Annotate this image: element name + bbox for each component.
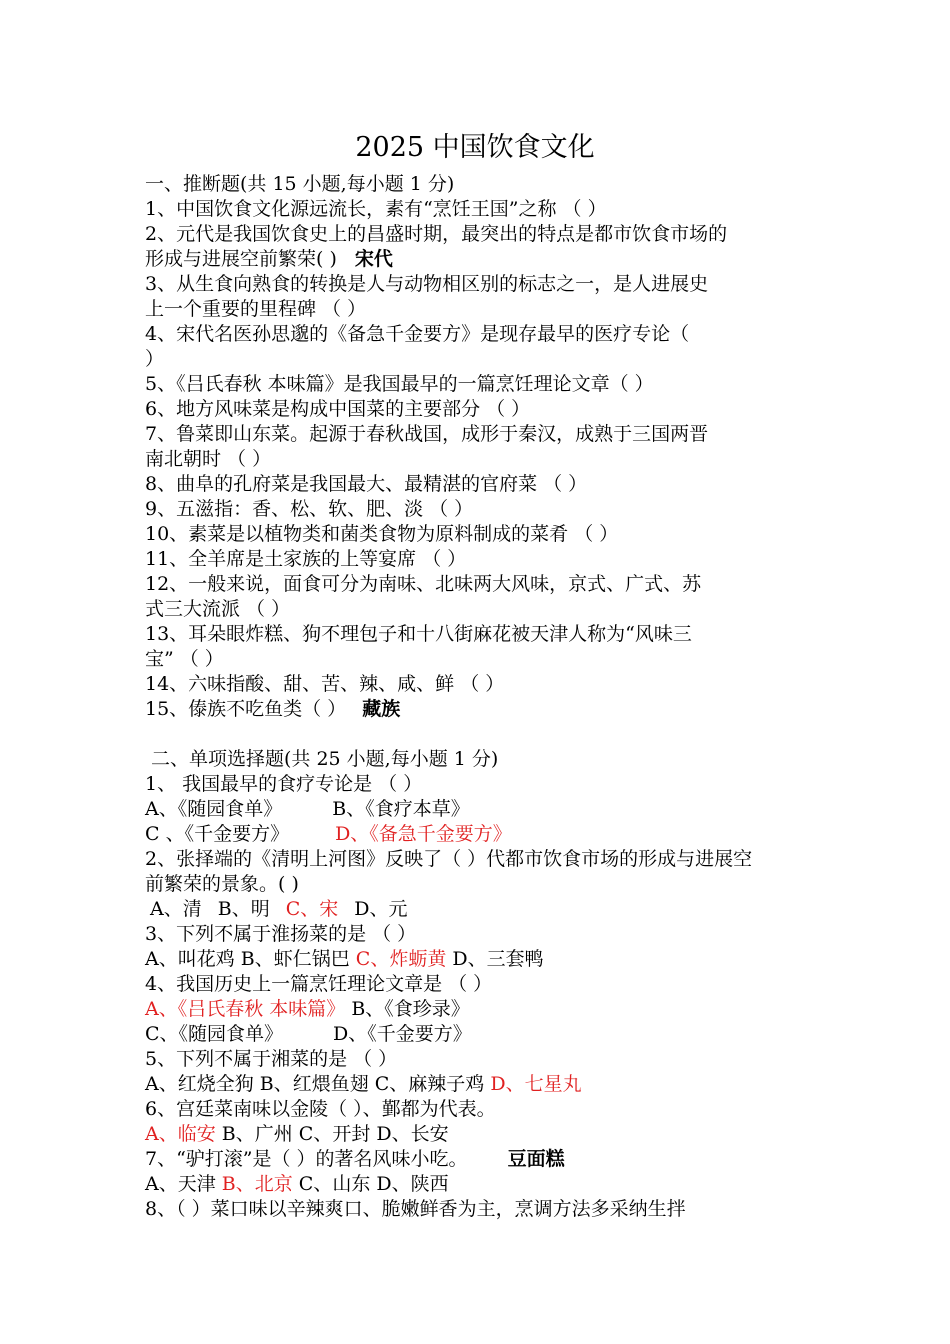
options-line <box>145 947 865 972</box>
section-heading: 二、单项选择题(共 25 小题,每小题 1 分) <box>151 748 499 770</box>
question-line: 13、耳朵眼炸糕、狗不理包子和十八街麻花被天津人称为“风味三 <box>145 623 692 645</box>
options-line <box>145 822 865 847</box>
option-a: A、天津 <box>145 1173 216 1195</box>
option-c: C 、《千金要方》 <box>145 823 290 845</box>
document-body <box>145 172 865 1222</box>
document-title: 2025 中国饮食文化 <box>355 132 595 163</box>
question-line: 3、从生食向熟食的转换是人与动物相区别的标志之一，是人进展史 <box>145 273 709 295</box>
option-b-correct: B、北京 <box>221 1173 293 1195</box>
options-line <box>145 997 865 1022</box>
question-line: 11、全羊席是土家族的上等宴席 （ ） <box>145 548 467 570</box>
question-line: 7、鲁菜即山东菜。起源于春秋战国，成形于秦汉，成熟于三国两晋 <box>145 423 709 445</box>
question-line: 式三大流派 （ ） <box>145 598 291 620</box>
question-stem: 前繁荣的景象。( ) <box>145 873 299 895</box>
option-a-correct: A、临安 <box>145 1123 216 1145</box>
options-bcd: B、广州 C、开封 D、长安 <box>221 1123 449 1145</box>
question-text: 15、傣族不吃鱼类（ ） <box>145 698 347 720</box>
question-line: 宝” （ ） <box>145 648 224 670</box>
option-a: A、《随园食单》 <box>145 798 283 820</box>
option-a-correct: A、《吕氏春秋 本味篇》 <box>145 998 346 1020</box>
question-line: 14、六味指酸、甜、苦、辣、咸、鲜 （ ） <box>145 673 505 695</box>
handwritten-answer: 藏族 <box>362 698 401 720</box>
question-line <box>145 247 865 272</box>
question-line: 8、曲阜的孔府菜是我国最大、最精湛的官府菜 （ ） <box>145 473 588 495</box>
question-stem: 8、（ ）菜口味以辛辣爽口、脆嫩鲜香为主，烹调方法多采纳生拌 <box>145 1198 686 1220</box>
question-line: 12、一般来说，面食可分为南味、北味两大风味，京式、广式、苏 <box>145 573 702 595</box>
question-line: 5、《吕氏春秋 本味篇》是我国最早的一篇烹饪理论文章（ ） <box>145 373 654 395</box>
option-b: B、《食珍录》 <box>351 998 470 1020</box>
options-line <box>145 897 865 922</box>
option-d: D、《千金要方》 <box>333 1023 472 1045</box>
options-line <box>145 1122 865 1147</box>
option-d: D、元 <box>354 898 408 920</box>
question-line: 南北朝时 （ ） <box>145 448 272 470</box>
question-line: 4、宋代名医孙思邈的《备急千金要方》是现存最早的医疗专论（ <box>145 323 690 345</box>
question-line: 9、五滋指：香、松、软、肥、淡 （ ） <box>145 498 474 520</box>
handwritten-answer: 宋代 <box>354 248 393 270</box>
question-line: 6、地方风味菜是构成中国菜的主要部分 （ ） <box>145 398 531 420</box>
options-abc: A、红烧全狗 B、红煨鱼翅 C、麻辣子鸡 <box>145 1073 485 1095</box>
option-d: D、三套鸭 <box>452 948 544 970</box>
options-line <box>145 1072 865 1097</box>
options-line <box>145 1172 865 1197</box>
question-stem: 6、宫廷菜南味以金陵（ ）、鄞都为代表。 <box>145 1098 496 1120</box>
option-d-correct: D、七星丸 <box>490 1073 582 1095</box>
section-heading: 一、推断题(共 15 小题,每小题 1 分) <box>145 173 455 195</box>
blank-line <box>145 722 865 747</box>
question-stem: 7、“驴打滚”是（ ）的著名风味小吃。 <box>145 1148 468 1170</box>
question-stem: 4、我国历史上一篇烹饪理论文章是 （ ） <box>145 973 493 995</box>
option-c-correct: C、炸蛎黄 <box>355 948 447 970</box>
option-c: C、《随园食单》 <box>145 1023 284 1045</box>
option-c-correct: C、宋 <box>285 898 339 920</box>
question-stem: 3、下列不属于淮扬菜的是 （ ） <box>145 923 417 945</box>
options-ab: A、叫花鸡 B、虾仁锅巴 <box>145 948 350 970</box>
question-line: 2、元代是我国饮食史上的昌盛时期，最突出的特点是都市饮食市场的 <box>145 223 728 245</box>
options-line <box>145 797 865 822</box>
option-b: B、明 <box>217 898 270 920</box>
option-b: B、《食疗本草》 <box>332 798 470 820</box>
handwritten-answer: 豆面糕 <box>507 1148 565 1170</box>
option-a: A、清 <box>150 898 202 920</box>
question-line: ） <box>145 348 165 370</box>
question-line <box>145 697 865 722</box>
question-line: 上一个重要的里程碑 （ ） <box>145 298 367 320</box>
question-stem: 5、下列不属于湘菜的是 （ ） <box>145 1048 398 1070</box>
question-stem: 1、 我国最早的食疗专论是 （ ） <box>145 773 423 795</box>
option-d-correct: D、《备急千金要方》 <box>335 823 512 845</box>
question-line: 10、素菜是以植物类和菌类食物为原料制成的菜肴 （ ） <box>145 523 619 545</box>
question-stem: 2、张择端的《清明上河图》反映了（ ）代都市饮食市场的形成与进展空 <box>145 848 753 870</box>
options-line <box>145 1022 865 1047</box>
question-line <box>145 1147 865 1172</box>
options-cd: C、山东 D、陕西 <box>298 1173 449 1195</box>
question-text: 形成与进展空前繁荣( ) <box>145 248 337 270</box>
question-line: 1、中国饮食文化源远流长，素有“烹饪王国”之称 （ ） <box>145 198 607 220</box>
